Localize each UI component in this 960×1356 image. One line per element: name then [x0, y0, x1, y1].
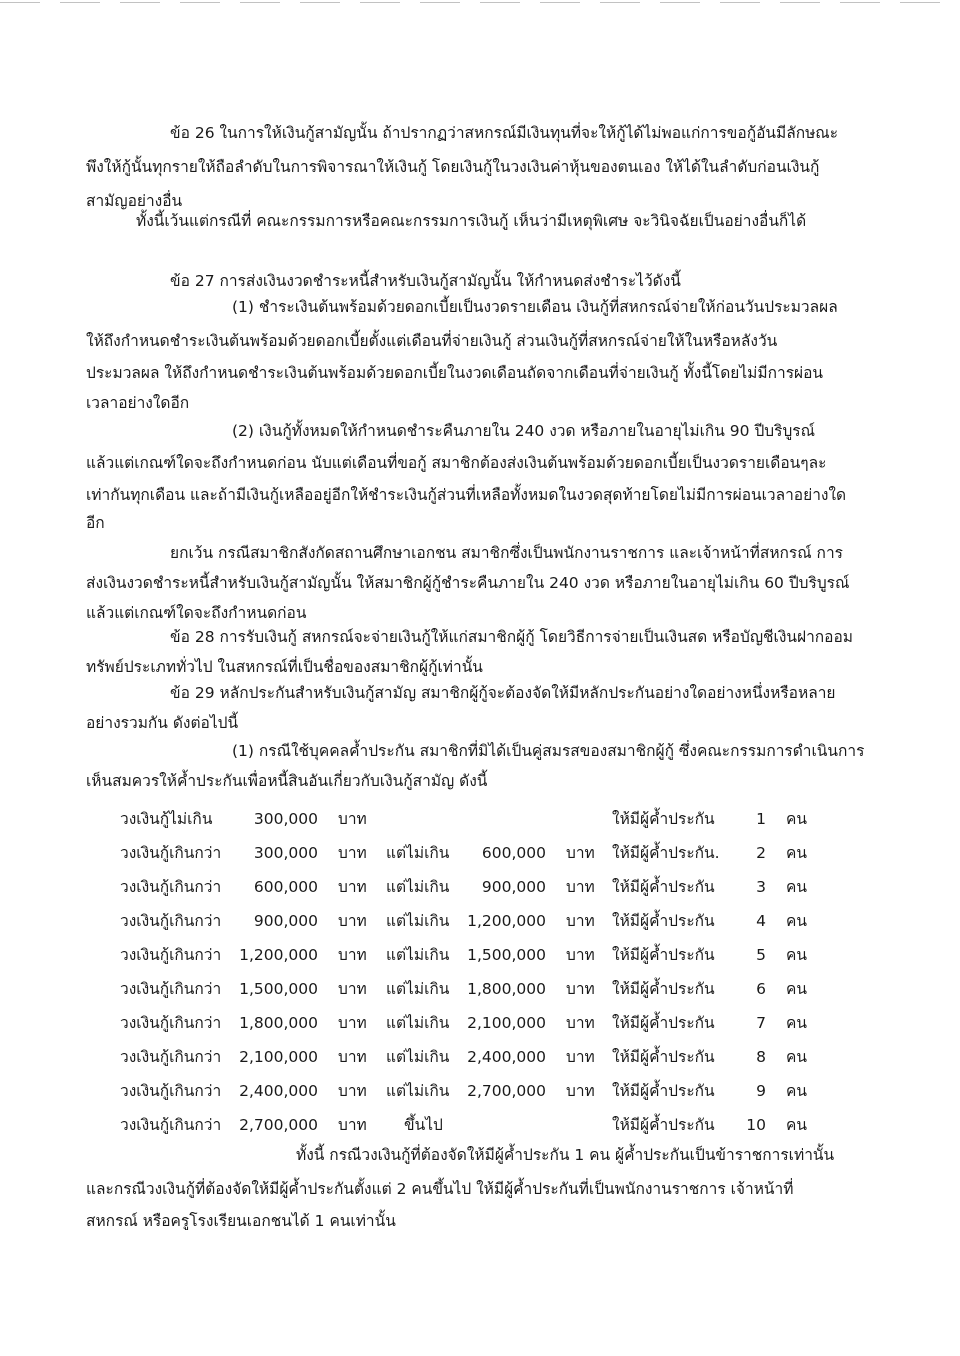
row-label: วงเงินกู้เกินกว่า [120, 1014, 222, 1032]
row-unit: บาท [338, 1082, 367, 1100]
row-to-amount: 2,100,000 [467, 1014, 546, 1032]
row-person-unit: คน [786, 878, 807, 896]
row-label: วงเงินกู้เกินกว่า [120, 980, 222, 998]
art26-line2: พึงให้กู้นั้นทุกรายให้ถือลำดับในการพิจารณาให้เงินกู้ โดยเงินกู้ในวงเงินค่าหุ้นของตนเอง ให้ได้ในลำดับก่อนเงินกู้ [86, 158, 820, 176]
art28-line2: ทรัพย์ประเภททั่วไป ในสหกรณ์ที่เป็นชื่อของสมาชิกผู้กู้เท่านั้น [86, 658, 483, 676]
closing-line2: และกรณีวงเงินกู้ที่ต้องจัดให้มีผู้ค้ำประกันตั้งแต่ 2 คนขึ้นไป ให้มีผู้ค้ำประกันที่เป็นพนักงานราชการ เจ้าหน้าที่ [86, 1180, 794, 1198]
row-unit: บาท [566, 946, 595, 964]
row-from-amount: 2,400,000 [239, 1082, 318, 1100]
art26-line3: สามัญอย่างอื่น [86, 192, 183, 210]
row-guarantor-count: 1 [756, 810, 766, 828]
closing-line3: สหกรณ์ หรือครูโรงเรียนเอกชนได้ 1 คนเท่านั้น [86, 1212, 396, 1230]
art28-line1: ข้อ 28 การรับเงินกู้ สหกรณ์จะจ่ายเงินกู้ให้แก่สมาชิกผู้กู้ โดยวิธีการจ่ายเป็นเงินสด หรือบัญชีเงินฝากออม [170, 628, 854, 646]
row-to-amount: 1,500,000 [467, 946, 546, 964]
row-condition: แต่ไม่เกิน [386, 1014, 450, 1032]
row-person-unit: คน [786, 1048, 807, 1066]
row-label: วงเงินกู้เกินกว่า [120, 844, 222, 862]
row-guarantor-count: 4 [756, 912, 766, 930]
row-person-unit: คน [786, 1014, 807, 1032]
row-person-unit: คน [786, 980, 807, 998]
row-unit: บาท [566, 912, 595, 930]
art27-line10: ยกเว้น กรณีสมาชิกสังกัดสถานศึกษาเอกชน สมาชิกซึ่งเป็นพนักงานราชการ และเจ้าหน้าที่สหกรณ์ การ [170, 544, 843, 562]
row-unit: บาท [338, 1014, 367, 1032]
row-unit: บาท [566, 1082, 595, 1100]
row-requirement: ให้มีผู้ค้ำประกัน [612, 1014, 715, 1032]
row-from-amount: 900,000 [253, 912, 318, 930]
row-guarantor-count: 2 [756, 844, 766, 862]
row-from-amount: 1,500,000 [239, 980, 318, 998]
row-from-amount: 2,100,000 [239, 1048, 318, 1066]
art27-line3: ให้ถึงกำหนดชำระเงินต้นพร้อมด้วยดอกเบี้ยตั้งแต่เดือนที่จ่ายเงินกู้ ส่วนเงินกู้ที่สหกรณ์จ่ายให้ในหรือหลังวัน [86, 332, 778, 350]
art29-line2: อย่างรวมกัน ดังต่อไปนี้ [86, 714, 239, 732]
row-unit: บาท [338, 810, 367, 828]
row-to-amount: 1,200,000 [467, 912, 546, 930]
row-condition: แต่ไม่เกิน [386, 912, 450, 930]
row-unit: บาท [338, 980, 367, 998]
art27-line2: (1) ชำระเงินต้นพร้อมด้วยดอกเบี้ยเป็นงวดรายเดือน เงินกู้ที่สหกรณ์จ่ายให้ก่อนวันประมวลผล [232, 298, 838, 316]
row-unit: บาท [566, 1014, 595, 1032]
table-row [0, 836, 960, 870]
row-to-amount: 900,000 [481, 878, 546, 896]
row-from-amount: 600,000 [253, 878, 318, 896]
row-requirement: ให้มีผู้ค้ำประกัน [612, 912, 715, 930]
table-row [0, 1108, 960, 1142]
table-row [0, 1074, 960, 1108]
row-requirement: ให้มีผู้ค้ำประกัน [612, 810, 715, 828]
art27-line11: ส่งเงินงวดชำระหนี้สำหรับเงินกู้สามัญนั้น ให้สมาชิกผู้กู้ชำระคืนภายใน 240 งวด หรือภายในอายุไม่เกิน 60 ปีบริบูรณ์ [86, 574, 850, 592]
art29-line4: เห็นสมควรให้ค้ำประกันเพื่อหนี้สินอันเกี่ยวกับเงินกู้สามัญ ดังนี้ [86, 772, 488, 790]
row-requirement: ให้มีผู้ค้ำประกัน. [612, 844, 720, 862]
row-condition: แต่ไม่เกิน [386, 1048, 450, 1066]
row-label: วงเงินกู้เกินกว่า [120, 946, 222, 964]
art26-line4: ทั้งนี้เว้นแต่กรณีที่ คณะกรรมการหรือคณะกรรมการเงินกู้ เห็นว่ามีเหตุพิเศษ จะวินิจฉัยเป็นอย่างอื่นก็ได้ [136, 212, 807, 230]
row-from-amount: 1,800,000 [239, 1014, 318, 1032]
row-to-amount: 1,800,000 [467, 980, 546, 998]
row-to-amount: 2,700,000 [467, 1082, 546, 1100]
row-condition: ขึ้นไป [404, 1116, 443, 1134]
row-guarantor-count: 5 [756, 946, 766, 964]
row-label: วงเงินกู้เกินกว่า [120, 912, 222, 930]
row-condition: แต่ไม่เกิน [386, 844, 450, 862]
row-condition: แต่ไม่เกิน [386, 946, 450, 964]
row-to-amount: 2,400,000 [467, 1048, 546, 1066]
table-row [0, 1006, 960, 1040]
row-label: วงเงินกู้เกินกว่า [120, 1116, 222, 1134]
table-row [0, 972, 960, 1006]
row-guarantor-count: 9 [756, 1082, 766, 1100]
table-row [0, 802, 960, 836]
row-guarantor-count: 8 [756, 1048, 766, 1066]
row-person-unit: คน [786, 1082, 807, 1100]
art26-line1: ข้อ 26 ในการให้เงินกู้สามัญนั้น ถ้าปรากฏว่าสหกรณ์มีเงินทุนที่จะให้กู้ได้ไม่พอแก่การขอกู้อันมีลักษณะ [170, 124, 839, 142]
row-unit: บาท [566, 844, 595, 862]
art27-line7: แล้วแต่เกณฑ์ใดจะถึงกำหนดก่อน นับแต่เดือนที่ขอกู้ สมาชิกต้องส่งเงินต้นพร้อมด้วยดอกเบี้ยเป็นงวดรายเดือนๆละ [86, 454, 827, 472]
row-from-amount: 300,000 [253, 844, 318, 862]
row-label: วงเงินกู้เกินกว่า [120, 878, 222, 896]
row-unit: บาท [338, 946, 367, 964]
row-condition: แต่ไม่เกิน [386, 980, 450, 998]
row-unit: บาท [338, 844, 367, 862]
row-requirement: ให้มีผู้ค้ำประกัน [612, 878, 715, 896]
row-person-unit: คน [786, 946, 807, 964]
row-condition: แต่ไม่เกิน [386, 878, 450, 896]
row-from-amount: 300,000 [253, 810, 318, 828]
row-from-amount: 1,200,000 [239, 946, 318, 964]
row-from-amount: 2,700,000 [239, 1116, 318, 1134]
row-unit: บาท [338, 912, 367, 930]
row-to-amount: 600,000 [481, 844, 546, 862]
row-unit: บาท [566, 980, 595, 998]
row-guarantor-count: 3 [756, 878, 766, 896]
table-row [0, 1040, 960, 1074]
row-guarantor-count: 6 [756, 980, 766, 998]
art27-line6: (2) เงินกู้ทั้งหมดให้กำหนดชำระคืนภายใน 240 งวด หรือภายในอายุไม่เกิน 90 ปีบริบูรณ์ [232, 422, 816, 440]
row-unit: บาท [566, 878, 595, 896]
table-row [0, 904, 960, 938]
row-person-unit: คน [786, 810, 807, 828]
art27-line4: ประมวลผล ให้ถึงกำหนดชำระเงินต้นพร้อมด้วยดอกเบี้ยในงวดเดือนถัดจากเดือนที่จ่ายเงินกู้ ทั้งนี้โดยไม่มีการผ่อน [86, 364, 824, 382]
row-condition: แต่ไม่เกิน [386, 1082, 450, 1100]
row-unit: บาท [338, 878, 367, 896]
row-unit: บาท [338, 1048, 367, 1066]
row-unit: บาท [338, 1116, 367, 1134]
table-row [0, 870, 960, 904]
art27-line12: แล้วแต่เกณฑ์ใดจะถึงกำหนดก่อน [86, 604, 307, 622]
row-label: วงเงินกู้เกินกว่า [120, 1082, 222, 1100]
row-requirement: ให้มีผู้ค้ำประกัน [612, 946, 715, 964]
art29-line1: ข้อ 29 หลักประกันสำหรับเงินกู้สามัญ สมาชิกผู้กู้จะต้องจัดให้มีหลักประกันอย่างใดอย่างหนึ่งหรือหลาย [170, 684, 836, 702]
row-unit: บาท [566, 1048, 595, 1066]
art27-line1: ข้อ 27 การส่งเงินงวดชำระหนี้สำหรับเงินกู้สามัญนั้น ให้กำหนดส่งชำระไว้ดังนี้ [170, 272, 681, 290]
closing-line1: ทั้งนี้ กรณีวงเงินกู้ที่ต้องจัดให้มีผู้ค้ำประกัน 1 คน ผู้ค้ำประกันเป็นข้าราชการเท่านั้น [296, 1146, 835, 1164]
row-label: วงเงินกู้เกินกว่า [120, 1048, 222, 1066]
row-person-unit: คน [786, 844, 807, 862]
row-requirement: ให้มีผู้ค้ำประกัน [612, 980, 715, 998]
art29-line3: (1) กรณีใช้บุคคลค้ำประกัน สมาชิกที่มิได้เป็นคู่สมรสของสมาชิกผู้กู้ ซึ่งคณะกรรมการดำเนินการ [232, 742, 865, 760]
row-guarantor-count: 10 [746, 1116, 766, 1134]
row-guarantor-count: 7 [756, 1014, 766, 1032]
row-person-unit: คน [786, 1116, 807, 1134]
row-requirement: ให้มีผู้ค้ำประกัน [612, 1048, 715, 1066]
row-person-unit: คน [786, 912, 807, 930]
row-requirement: ให้มีผู้ค้ำประกัน [612, 1116, 715, 1134]
row-label: วงเงินกู้ไม่เกิน [120, 810, 213, 828]
art27-line9: อีก [86, 514, 105, 532]
row-requirement: ให้มีผู้ค้ำประกัน [612, 1082, 715, 1100]
table-row [0, 938, 960, 972]
art27-line8: เท่ากันทุกเดือน และถ้ามีเงินกู้เหลืออยู่อีกให้ชำระเงินกู้ส่วนที่เหลือทั้งหมดในงวดสุดท้ายโดยไม่มีการผ่อนเวลาอย่างใด [86, 486, 847, 504]
art27-line5: เวลาอย่างใดอีก [86, 394, 190, 412]
